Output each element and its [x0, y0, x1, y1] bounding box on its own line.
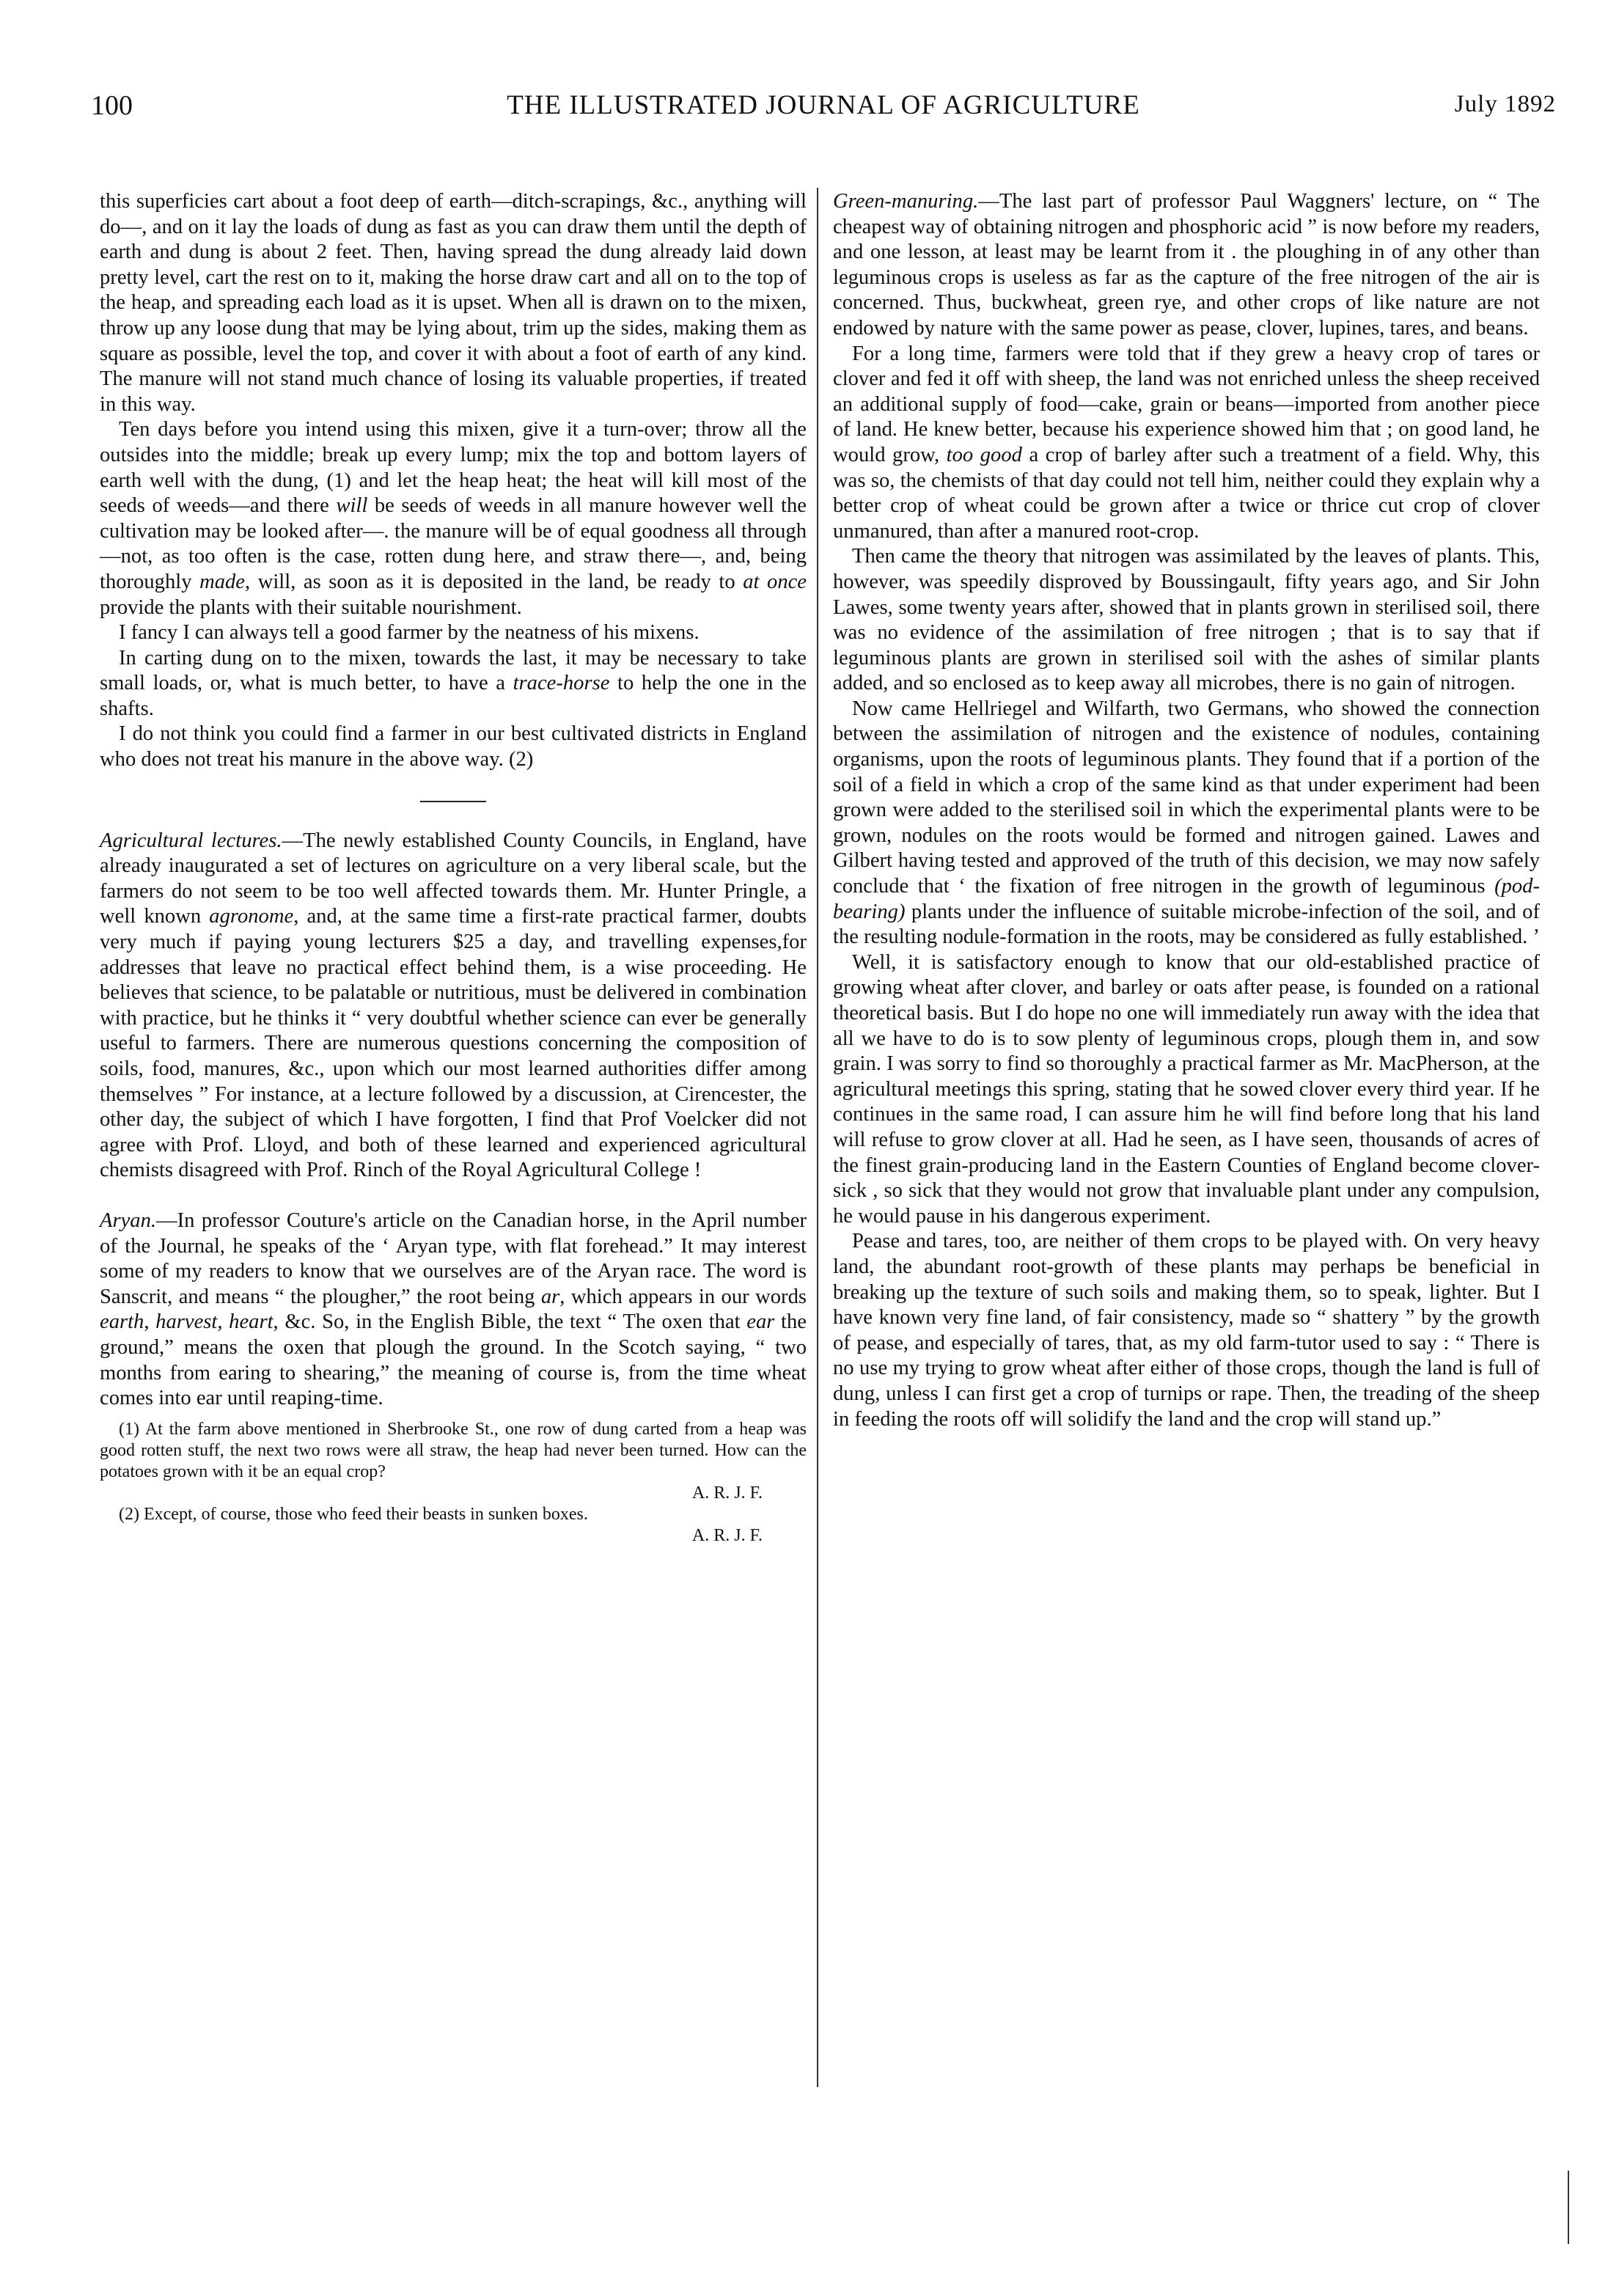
- issue-date: July 1892: [1454, 91, 1556, 117]
- article-aryan: Aryan.—In professor Couture's article on the Canadian horse, in the April number of the Journal, he speaks of the ‘ Aryan type, with flat forehead.” It may interest some of my readers to know that we ourselves are of the Aryan race. The word is Sanscrit, and means “ the plougher,” the root being ar, which appears in our words earth, harvest, heart, &c. So, in the English Bible, the text “ The oxen that ear the ground,” means the oxen that plough the ground. In the Scotch saying, “ two months from earing to shearing,” the meaning of course is, from the time wheat comes into ear until reaping-time.: [100, 1208, 807, 1410]
- footnote-signature: A. R. J. F.: [691, 1483, 763, 1503]
- article-green-manuring: Green-manuring.—The last part of professor Paul Waggners' lecture, on “ The cheapest way of obtaining nitrogen and phosphoric acid ” is now before my readers, and one lesson, at least may be learnt from it . the ploughing in of any other than leguminous crops is useless as far as the capture of the free nitrogen of the air is concerned. Thus, buckwheat, green rye, and other crops of like nature are not endowed by nature with the same power as pease, clover, lupines, tares, and beans.: [833, 190, 1540, 340]
- paragraph-pease-tares: Pease and tares, too, are neither of them crops to be played with. On very heavy land, the abundant root-growth of these plants may perhaps be beneficial in breaking up the texture of such soils and making them, so to speak, lighter. But I have known very fine land, of fair consistency, made so “ shattery ” by the growth of pease, and especially of tares, that, as my old farm-tutor used to say : “ There is no use my trying to grow wheat after either of those crops, though the land is full of dung, unless I can first get a crop of turnips or rape. Then, the treading of the sheep in feeding the roots off will solidify the land and the crop will stand up.”: [833, 1230, 1540, 1431]
- article-title: Aryan.: [100, 1208, 157, 1232]
- article-agricultural-lectures: Agricultural lectures.—The newly established County Councils, in England, have already inaugurated a set of lectures on agriculture on a very liberal scale, but the farmers do not seem to be too well affected towards them. Mr. Hunter Pringle, a well known agronome, and, at the same time a first-rate practical farmer, doubts very much if paying young lecturers $25 a day, and travelling expenses,for addresses that leave no practical effect behind them, is a wise proceeding. He believes that science, to be palatable or nutritious, must be delivered in combination with practice, but he thinks it “ very doubtful whether science can ever be generally useful to farmers. There are numerous questions concerning the composition of soils, food, manures, &c., upon which our most learned authorities differ among themselves ” For instance, at a lecture followed by a discussion, at Cirencester, the other day, the subject of which I have forgotten, I find that Prof Voelcker did not agree with Prof. Lloyd, and both of these learned and experienced agricultural chemists disagreed with Prof. Rinch of the Royal Agricultural College !: [100, 829, 807, 1182]
- section-divider: [420, 801, 486, 802]
- paragraph-trace-horse: In carting dung on to the mixen, towards the last, it may be necessary to take small loads, or, what is much better, to have a trace-horse to help the one in the shafts.: [100, 646, 807, 720]
- footnote-1: (1) At the farm above mentioned in Sherbrooke St., one row of dung carted from a heap was good rotten stuff, the next two rows were all straw, the heap had never been turned. How can the potatoes grown with it be an equal crop? A. R. J. F.: [100, 1419, 807, 1503]
- footnote-2: (2) Except, of course, those who feed their beasts in sunken boxes. A. R. J. F.: [100, 1504, 807, 1547]
- margin-rule: [1568, 2171, 1569, 2244]
- journal-title: THE ILLUSTRATED JOURNAL OF AGRICULTURE: [507, 90, 1140, 120]
- paragraph-nitrogen-theory: Then came the theory that nitrogen was assimilated by the leaves of plants. This, however, was speedily disproved by Boussingault, fifty years ago, and Sir John Lawes, some twenty years after, showed that in plants grown in sterilised soil, there was no evidence of the assimilation of free nitrogen ; that is to say that if leguminous plants are grown in sterilised soil with the ashes of similar plants added, and so enclosed as to keep away all microbes, there is no gain of nitrogen.: [833, 545, 1540, 695]
- paragraph-clover-sick: Well, it is satisfactory enough to know that our old-established practice of growing wheat after clover, and barley or oats after pease, is founded on a rational theoretical basis. But I do hope no one will immediately run away with the idea that all we have to do is to sow plenty of leguminous crops, plough them in, and sow grain. I was sorry to find so thoroughly a practical farmer as Mr. MacPherson, at the agricultural meetings this spring, stating that he sowed clover every third year. If he continues in the same road, I can assure him he will find before long that his land will refuse to grow clover at all. Had he seen, as I have seen, thousands of acres of the finest grain-producing land in the Eastern Counties of England become clover-sick , so sick that they would not grow that invaluable plant under any compulsion, he would pause in his dangerous experiment.: [833, 950, 1540, 1228]
- paragraph-mixen-building: this superficies cart about a foot deep of earth—ditch-scrapings, &c., anything will do—, and on it lay the loads of dung as fast as you can draw them until the depth of earth and dung is about 2 feet. Then, having spread the dung already laid down pretty level, cart the rest on to it, making the horse draw cart and all on to the top of the heap, and spreading each load as it is upset. When all is drawn on to the mixen, throw up any loose dung that may be lying about, trim up the sides, making them as square as possible, level the top, and cover it with about a foot of earth of any kind. The manure will not stand much chance of losing its valuable properties, if treated in this way.: [100, 190, 807, 416]
- article-title: Green-manuring.: [833, 190, 979, 213]
- left-column: [100, 189, 807, 1547]
- paragraph-hellriegel: Now came Hellriegel and Wilfarth, two Germans, who showed the connection between the assimilation of nitrogen and the existence of nodules, containing organisms, upon the roots of leguminous plants. They found that if a portion of the soil of a field in which a crop of the same kind as that under experiment had been grown were added to the sterilised soil in which the experimental plants were to be grown, nodules on the roots would be formed and nitrogen gained. Lawes and Gilbert having tested and approved of the truth of this decision, we may now safely conclude that ‘ the fixation of free nitrogen in the growth of leguminous (pod-bearing) plants under the influence of suitable microbe-infection of the soil, and of the resulting nodule-formation in the roots, may be considered as fully established. ’: [833, 697, 1541, 949]
- article-title: Agricultural lectures.: [100, 829, 282, 852]
- running-header: [91, 89, 1556, 133]
- paragraph-best-districts: I do not think you could find a farmer in our best cultivated districts in England who does not treat his manure in the above way. (2): [100, 722, 807, 771]
- paragraph-neat-mixens: I fancy I can always tell a good farmer by the neatness of his mixens.: [119, 621, 700, 645]
- column-divider: [817, 188, 818, 2087]
- paragraph-tares-clover: For a long time, farmers were told that if they grew a heavy crop of tares or clover and fed it off with sheep, the land was not enriched unless the sheep received an additional supply of food—cake, grain or beans—imported from another piece of land. He knew better, because his experience showed him that ; on good land, he would grow, too good a crop of barley after such a treatment of a field. Why, this was so, the chemists of that day could not tell him, neither could they explain why a better crop of wheat could be grown after a twice or thrice cut crop of clover unmanured, than after a manured root-crop.: [833, 342, 1540, 543]
- paragraph-turnover: Ten days before you intend using this mixen, give it a turn-over; throw all the outsides into the middle; break up every lump; mix the top and bottom layers of earth well with the dung, (1) and let the heap heat; the heat will kill most of the seeds of weeds—and there will be seeds of weeds in all manure however well the cultivation may be looked after—. the manure will be of equal goodness all through—not, as too often is the case, rotten dung here, and straw there—, and, being thoroughly made, will, as soon as it is deposited in the land, be ready to at once provide the plants with their suitable nourishment.: [100, 418, 807, 619]
- page-number: 100: [91, 90, 133, 121]
- footnote-signature: A. R. J. F.: [691, 1525, 763, 1545]
- right-column: [833, 189, 1540, 1432]
